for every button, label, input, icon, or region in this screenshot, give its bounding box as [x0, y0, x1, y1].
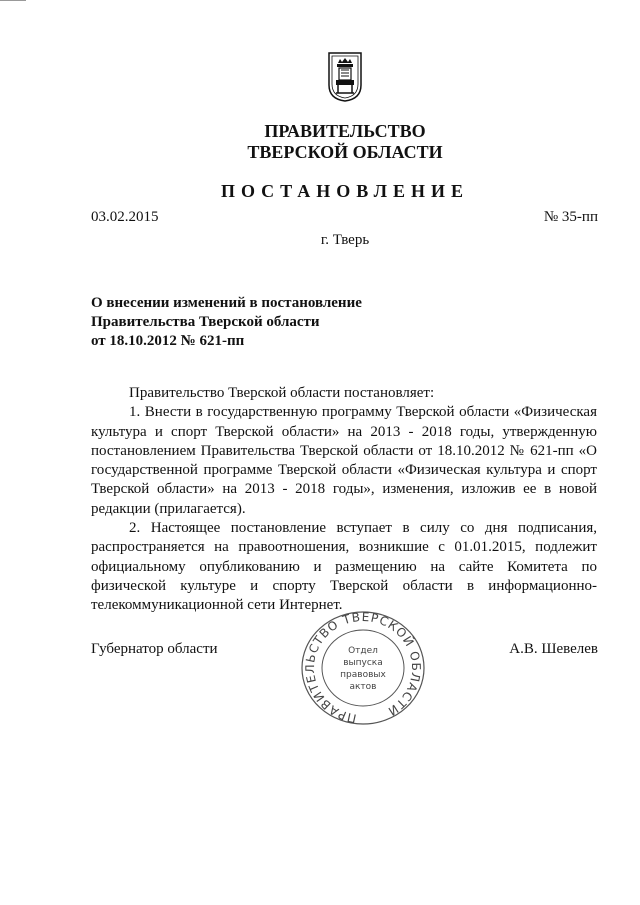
coat-of-arms-icon [327, 51, 363, 103]
official-stamp [298, 610, 428, 728]
subject-line: от 18.10.2012 № 621-пп [91, 333, 245, 349]
stamp-center-text: актов [349, 682, 377, 692]
government-name-line1: ПРАВИТЕЛЬСТВО [264, 121, 426, 141]
document-date: 03.02.2015 [91, 209, 159, 225]
signatory-role: Губернатор области [91, 641, 218, 657]
document-subject [91, 294, 362, 351]
body-item-1: 1. Внести в государственную программу Тверской области «Физическая культура и спорт Тверской области» на 2013 - 2018 годы, утвержденную постановлением Правительства Тверской области от 18.10.2012 № 621-пп «О государственной программе Тверской области «Физическая культура и спорт Тверской области» на 2013 - 2018 годы», изменения, изложив ее в новой редакции (прилагается). [91, 404, 597, 517]
document-type: ПОСТАНОВЛЕНИЕ [220, 181, 470, 201]
stamp-center-text: выпуска [343, 658, 383, 668]
stamp-center-text: правовых [340, 670, 386, 680]
scan-corner-mark [0, 0, 26, 5]
document-city: г. Тверь [320, 232, 370, 248]
government-name-line2: ТВЕРСКОЙ ОБЛАСТИ [247, 142, 443, 162]
document-number: № 35-пп [543, 209, 598, 225]
stamp-ring-text: ПРАВИТЕЛЬСТВО ТВЕРСКОЙ ОБЛАСТИ [303, 610, 424, 726]
document-body [91, 384, 597, 616]
subject-line: Правительства Тверской области [91, 314, 320, 330]
signatory-name: А.В. Шевелев [509, 641, 598, 657]
body-item-2: 2. Настоящее постановление вступает в силу со дня подписания, распространяется на правоотношения, возникшие с 01.01.2015, подлежит официальному опубликованию и размещению на сайте Комитета по физической культуре и спорту Тверской области в информационно-телекоммуникационной сети Интернет. [91, 520, 597, 614]
stamp-center-text: Отдел [348, 646, 378, 656]
subject-line: О внесении изменений в постановление [91, 295, 362, 311]
body-intro: Правительство Тверской области постановляет: [129, 385, 435, 401]
